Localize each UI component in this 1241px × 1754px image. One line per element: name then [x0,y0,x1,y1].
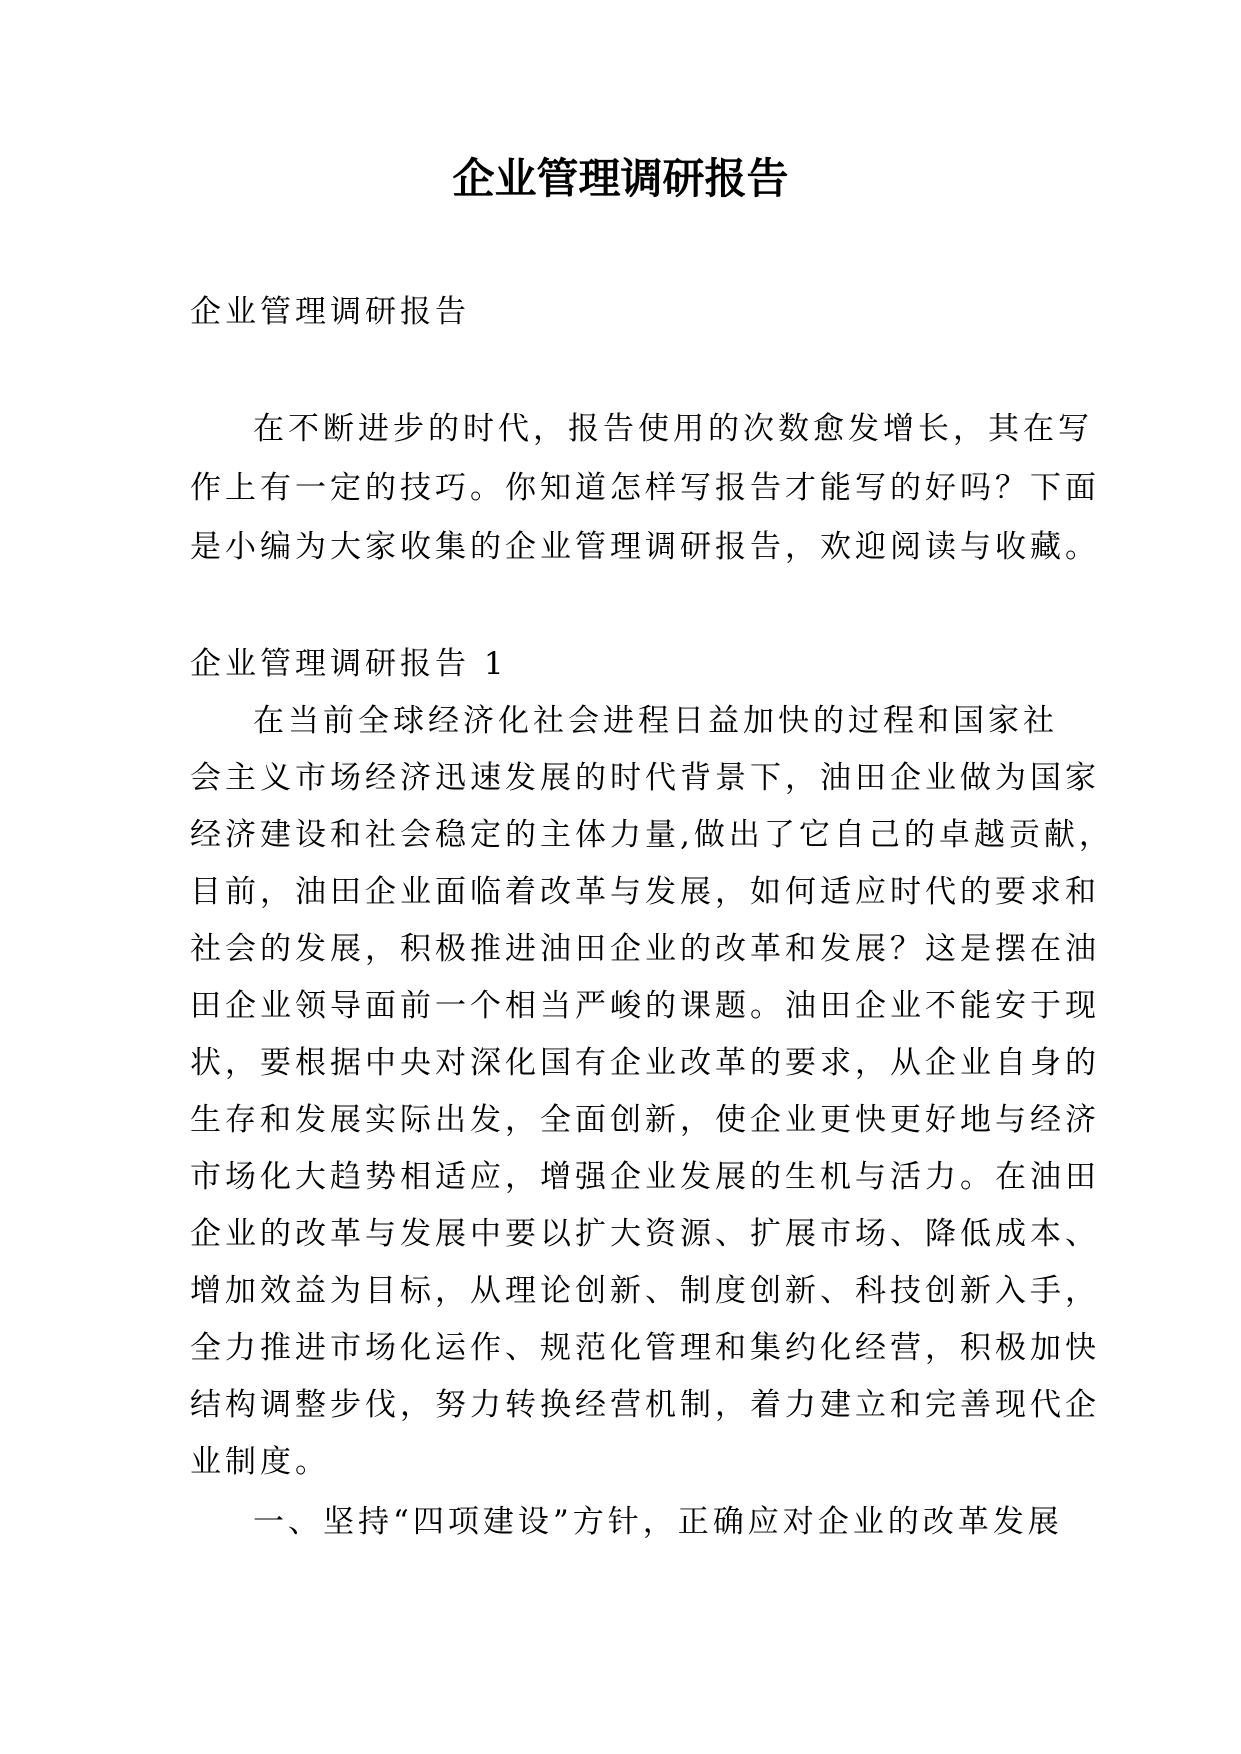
body-line-7: 状，要根据中央对深化国有企业改革的要求，从企业自身的 [190,1045,1100,1081]
body-line-11: 增加效益为目标，从理论创新、制度创新、科技创新入手， [190,1273,1100,1309]
body-line-4: 目前，油田企业面临着改革与发展，如何适应时代的要求和 [190,874,1100,910]
body-line-10: 企业的改革与发展中要以扩大资源、扩展市场、降低成本、 [190,1216,1100,1252]
section-heading: 企业管理调研报告 1 [190,646,508,682]
body-line-3: 经济建设和社会稳定的主体力量,做出了它自己的卓越贡献， [190,817,1114,853]
body-line-9: 市场化大趋势相适应，增强企业发展的生机与活力。在油田 [190,1159,1100,1195]
body-line-2: 会主义市场经济迅速发展的时代背景下，油田企业做为国家 [190,760,1100,796]
body-line-1: 在当前全球经济化社会进程日益加快的过程和国家社 [253,703,1058,739]
body-line-5: 社会的发展，积极推进油田企业的改革和发展？这是摆在油 [190,931,1100,967]
intro-line-2: 作上有一定的技巧。你知道怎样写报告才能写的好吗？下面 [190,470,1100,506]
point-heading-1: 一、坚持“四项建设”方针，正确应对企业的改革发展 [253,1504,1063,1540]
body-line-8: 生存和发展实际出发，全面创新，使企业更快更好地与经济 [190,1102,1100,1138]
intro-line-1: 在不断进步的时代，报告使用的次数愈发增长，其在写 [253,411,1093,447]
document-title: 企业管理调研报告 [452,154,789,203]
body-line-12: 全力推进市场化运作、规范化管理和集约化经营，积极加快 [190,1330,1100,1366]
body-line-14: 业制度。 [190,1444,330,1480]
intro-line-3: 是小编为大家收集的企业管理调研报告，欢迎阅读与收藏。 [190,529,1100,565]
body-line-6: 田企业领导面前一个相当严峻的课题。油田企业不能安于现 [190,988,1100,1024]
body-line-13: 结构调整步伐，努力转换经营机制，着力建立和完善现代企 [190,1387,1100,1423]
document-subtitle: 企业管理调研报告 [190,294,470,330]
